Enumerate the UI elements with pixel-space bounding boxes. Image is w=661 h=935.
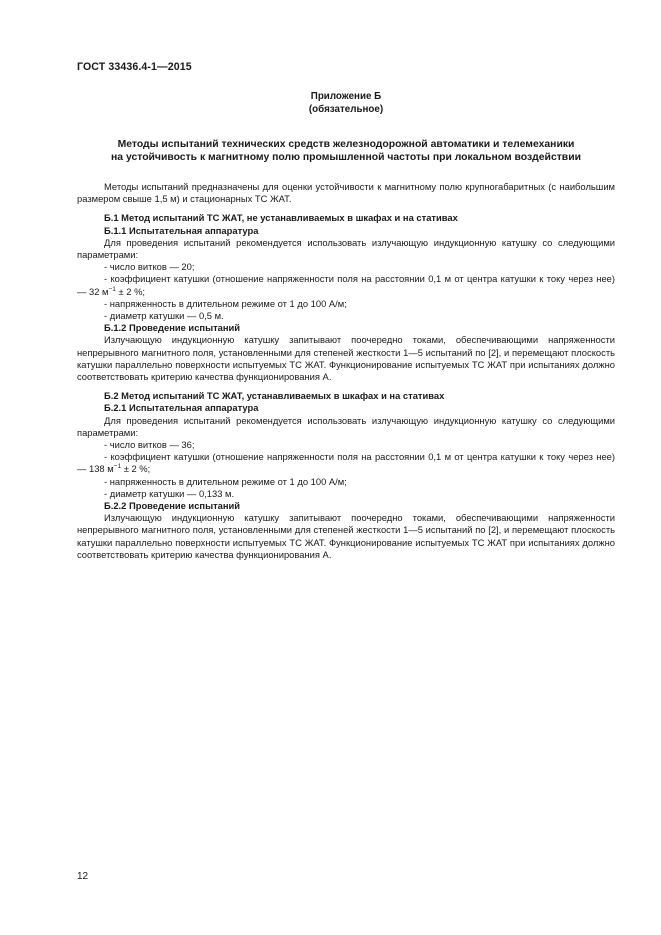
list-item-tail: ± 2 %; [115, 285, 146, 297]
appendix-heading [77, 91, 615, 116]
section-b1-heading: Б.1 Метод испытаний ТС ЖАТ, не устанавливаемых в шкафах и на стативах [104, 212, 458, 224]
subsection-b1-1-heading: Б.1.1 Испытательная аппаратура [104, 224, 259, 236]
subsection-b2-2-text: Излучающую индукционную катушку запитывают поочередно токами, обеспечивающими напряженности непрерывного магнитного поля, установленными для степеней жесткости 1—5 испытаний по [2], и перемещают плоскость катушки параллельно поверхности испытуемых ТС ЖАТ. Функционирование испытуемых ТС ЖАТ при испытаниях должно соответствовать критерию качества функционирования А. [77, 512, 615, 560]
page-number: 12 [77, 871, 89, 882]
appendix-title [77, 139, 615, 164]
list-item-text: - коэффициент катушки (отношение напряженности поля на расстоянии 0,1 м от центра катушки к току через нее) — 138 м [77, 451, 615, 475]
document-number: ГОСТ 33436.4-1—2015 [77, 61, 192, 73]
appendix-name: Приложение Б [310, 91, 382, 102]
list-item-tail: ± 2 %; [121, 463, 151, 475]
document-body [77, 181, 615, 561]
intro-paragraph: Методы испытаний предназначены для оценки устойчивости к магнитному полю крупногабаритных (с наибольшим размером свыше 1,5 м) и стационарных ТС ЖАТ. [77, 181, 615, 205]
list-item [77, 273, 615, 297]
list-item: - напряженность в длительном режиме от 1 до 100 А/м; [104, 297, 347, 309]
subsection-b1-1-text: Для проведения испытаний рекомендуется использовать излучающую индукционную катушку со следующими параметрами: [77, 236, 615, 261]
superscript: −1 [113, 463, 122, 471]
list-item: - напряженность в длительном режиме от 1 до 100 А/м; [104, 475, 347, 487]
subsection-b2-1-heading: Б.2.1 Испытательная аппаратура [104, 402, 259, 414]
list-item [77, 451, 615, 475]
section-b2-heading: Б.2 Метод испытаний ТС ЖАТ, устанавливаемых в шкафах и на стативах [104, 390, 445, 402]
subsection-b1-2-text: Излучающую индукционную катушку запитывают поочередно токами, обеспечивающими напряженности непрерывного магнитного поля, установленными для степеней жесткости 1—5 испытаний по [2], и перемещают плоскость катушки параллельно поверхности испытуемых ТС ЖАТ. Функционирование испытуемых ТС ЖАТ при испытаниях должно соответствовать критерию качества функционирования А. [77, 334, 615, 383]
list-item: - диаметр катушки — 0,133 м. [104, 487, 235, 499]
appendix-status: (обязательное) [308, 103, 384, 115]
title-line-1: Методы испытаний технических средств железнодорожной автоматики и телемеханики [117, 139, 575, 150]
subsection-b1-2-heading: Б.1.2 Проведение испытаний [104, 322, 241, 334]
list-item: - диаметр катушки — 0,5 м. [104, 310, 224, 322]
title-line-2: на устойчивость к магнитному полю промышленной частоты при локальном воздействии [111, 151, 581, 163]
list-item: - число витков — 36; [104, 439, 195, 451]
subsection-b2-1-text: Для проведения испытаний рекомендуется использовать излучающую индукционную катушку со следующими параметрами: [77, 414, 615, 438]
subsection-b2-2-heading: Б.2.2 Проведение испытаний [104, 500, 241, 512]
superscript: −1 [108, 285, 116, 293]
list-item-text: - коэффициент катушки (отношение напряженности поля на расстоянии 0,1 м от центра катушки к току через нее) — 32 м [77, 273, 615, 297]
list-item: - число витков — 20; [104, 261, 195, 273]
